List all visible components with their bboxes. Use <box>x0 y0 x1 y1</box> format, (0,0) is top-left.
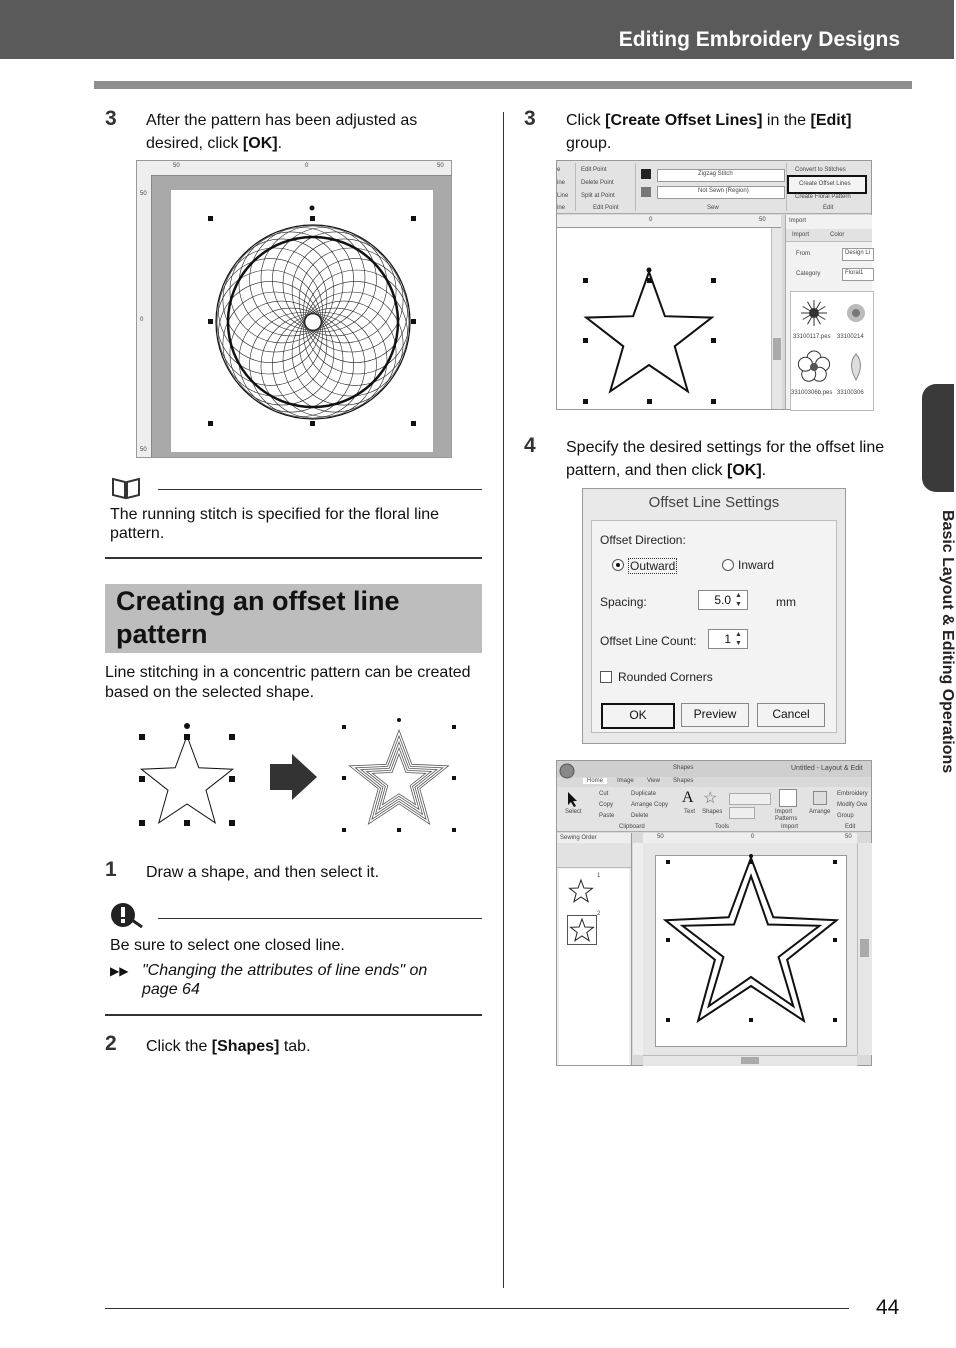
dialog-title: Offset Line Settings <box>648 494 780 511</box>
ruler-top: 0 50 <box>557 215 781 228</box>
floral-pattern-screenshot <box>136 160 452 458</box>
zoom-tools[interactable] <box>729 793 771 805</box>
cut-button[interactable]: Cut <box>599 791 609 797</box>
chapter-label: Basic Layout & Editing Operations <box>939 510 956 774</box>
create-floral-pattern-button[interactable]: Create Floral Pattern <box>795 194 851 200</box>
page-number: 44 <box>876 1296 900 1319</box>
note2-rule <box>158 918 482 919</box>
canvas[interactable] <box>557 228 771 409</box>
offset-count-input[interactable]: 1 <box>708 629 748 649</box>
preview-button[interactable]: Preview <box>681 703 749 727</box>
sewing-order-toolbar[interactable] <box>557 843 631 868</box>
title-bar: Shapes Untitled - Layout & Edit <box>557 761 871 777</box>
import-patterns-icon[interactable] <box>779 789 797 807</box>
arrange-icon[interactable] <box>813 791 827 805</box>
spacing-input[interactable]: 5.0 <box>698 590 748 610</box>
pattern-thumbnails: 33100117.pes 33100214 33100306b.pes 33100306 <box>790 291 874 411</box>
flower-thumbnail-icon[interactable] <box>841 298 871 328</box>
flower-thumbnail-icon[interactable] <box>799 298 829 328</box>
import-panel: Import Import Color From Design Li Category Floral1 33100117.pes 33100214 33100306b.pes 33100306 <box>785 215 872 409</box>
step-number: 1 <box>105 858 117 881</box>
offset-line-settings-dialog <box>582 488 846 744</box>
window-title: Untitled - Layout & Edit <box>791 765 863 772</box>
intro-text: Line stitching in a concentric pattern can be created based on the selected shape. <box>105 664 471 701</box>
horizontal-scrollbar[interactable] <box>643 1055 857 1066</box>
inward-radio[interactable] <box>722 559 734 571</box>
note-text: The running stitch is specified for the floral line pattern. <box>110 506 440 542</box>
rounded-corners-checkbox[interactable] <box>600 671 612 683</box>
paste-button[interactable]: Paste <box>599 813 615 819</box>
cross-reference[interactable]: "Changing the attributes of line ends" on page 64 <box>142 962 428 998</box>
tab-home[interactable]: Home <box>583 778 607 784</box>
chapter-tab <box>922 384 954 492</box>
canvas-area <box>643 843 857 1055</box>
flower-thumbnail-icon[interactable] <box>843 350 869 384</box>
spinner-arrows-icon[interactable]: ▲ ▼ <box>735 631 742 647</box>
step2-text: Click the [Shapes] tab. <box>146 1038 311 1055</box>
outward-label[interactable]: Outward <box>630 559 676 573</box>
ribbon-screenshot <box>556 160 872 410</box>
header-title: Editing Embroidery Designs <box>618 28 900 51</box>
tab-shapes[interactable]: Shapes <box>673 778 694 784</box>
embroidery-button[interactable]: Embroidery <box>837 791 868 797</box>
color-tab[interactable]: Color <box>830 232 845 238</box>
warning-icon <box>110 902 144 928</box>
ref-arrow-icon: ▶▶ <box>110 964 129 978</box>
star-after <box>350 730 449 824</box>
column-divider <box>503 112 504 1288</box>
dialog-body: Offset Direction: Outward Inward Spacing: 5.0 ▲ ▼ mm Offset Line Count: 1 ▲ ▼ Rounded Corners OK Preview Cancel <box>591 520 837 733</box>
split-point-button[interactable]: Split at Point <box>581 193 615 199</box>
canvas[interactable] <box>171 190 433 452</box>
outward-radio[interactable] <box>612 559 624 571</box>
cancel-button[interactable]: Cancel <box>757 703 825 727</box>
right-step3-text: Click [Create Offset Lines] in the [Edit] group. <box>566 112 852 152</box>
home-ribbon: Select Cut Copy Paste Duplicate Arrange Copy Delete Clipboard A Text ☆ Shapes Tools Import Patterns Import Arrange Embroidery Modify Ove Group Edit <box>557 787 871 832</box>
group-button[interactable]: Group <box>837 813 854 819</box>
note-end-rule <box>105 557 482 559</box>
floral-pattern <box>171 190 433 452</box>
convert-to-stitches-button[interactable]: Convert to Stitches <box>795 167 846 173</box>
import-tab[interactable]: Import <box>792 232 810 238</box>
spinner-arrows-icon[interactable]: ▲ ▼ <box>735 592 742 608</box>
flower-thumbnail-icon[interactable] <box>797 350 831 384</box>
from-select[interactable]: Design Li <box>842 248 874 261</box>
category-select[interactable]: Floral1 <box>842 268 874 281</box>
star-thumbnail-icon <box>567 877 595 905</box>
ribbon-tabs <box>581 777 871 787</box>
offset-star <box>656 856 846 1046</box>
offset-illustration <box>130 716 470 836</box>
ruler-top: 50 0 50 <box>643 833 857 844</box>
canvas[interactable] <box>655 855 847 1047</box>
text-tool-icon[interactable]: A <box>682 789 694 806</box>
shapes-tool-icon[interactable]: ☆ <box>703 790 718 807</box>
step-number: 3 <box>105 107 117 130</box>
step-number: 2 <box>105 1032 117 1055</box>
footer-rule <box>105 1308 849 1309</box>
app-menu-icon[interactable] <box>559 763 575 779</box>
note-rule <box>158 489 482 490</box>
tab-image[interactable]: Image <box>617 778 634 784</box>
select-arrow-icon[interactable] <box>565 791 579 807</box>
step-number: 3 <box>524 107 536 130</box>
arrow-right-icon <box>270 754 317 800</box>
note2-text: Be sure to select one closed line. <box>110 937 345 954</box>
draw-tools[interactable] <box>729 807 755 819</box>
ruler-top: 50 0 50 <box>137 161 451 176</box>
tab-view[interactable]: View <box>647 778 660 784</box>
note2-end-rule <box>105 1014 482 1016</box>
step1-text: Draw a shape, and then select it. <box>146 864 380 881</box>
sewing-order-item[interactable] <box>567 915 597 945</box>
inward-label: Inward <box>738 558 775 572</box>
ribbon: e ine Line ine Edit Point Delete Point Split at Point Edit Point Zigzag Stitch Not Sewn (Region) Sew Convert to Stitches Create Offset Lines Create Floral Pattern Edit <box>557 161 871 214</box>
step-number: 4 <box>524 434 536 457</box>
sewing-order-item[interactable] <box>567 877 595 905</box>
delete-button[interactable]: Delete <box>631 813 649 819</box>
step3-text: After the pattern has been adjusted as desired, click [OK]. <box>146 112 418 152</box>
arrange-copy-button[interactable]: Arrange Copy <box>631 802 669 808</box>
section-title: Creating an offset line pattern <box>116 586 400 649</box>
header-rule <box>94 81 912 89</box>
vertical-scrollbar[interactable] <box>857 843 872 1055</box>
book-icon <box>110 475 142 501</box>
duplicate-button[interactable]: Duplicate <box>631 791 657 797</box>
edit-point-button[interactable]: Edit Point <box>581 167 607 173</box>
delete-point-button[interactable]: Delete Point <box>581 180 614 186</box>
selected-star <box>557 228 771 409</box>
ok-button[interactable]: OK <box>601 703 675 729</box>
ruler-left: 50 0 50 <box>137 175 152 457</box>
step4-text: Specify the desired settings for the offset line pattern, and then click [OK]. <box>566 439 885 479</box>
star-thumbnail-icon <box>568 916 596 944</box>
vertical-scrollbar[interactable] <box>771 228 782 409</box>
star-before <box>139 723 235 826</box>
sewing-order-panel: Sewing Order 1 2 <box>557 833 632 1065</box>
modify-button[interactable]: Modify Ove <box>837 802 868 808</box>
app-screenshot <box>556 760 872 1066</box>
copy-button[interactable]: Copy <box>599 802 614 808</box>
create-offset-lines-button[interactable]: Create Offset Lines <box>787 175 867 194</box>
